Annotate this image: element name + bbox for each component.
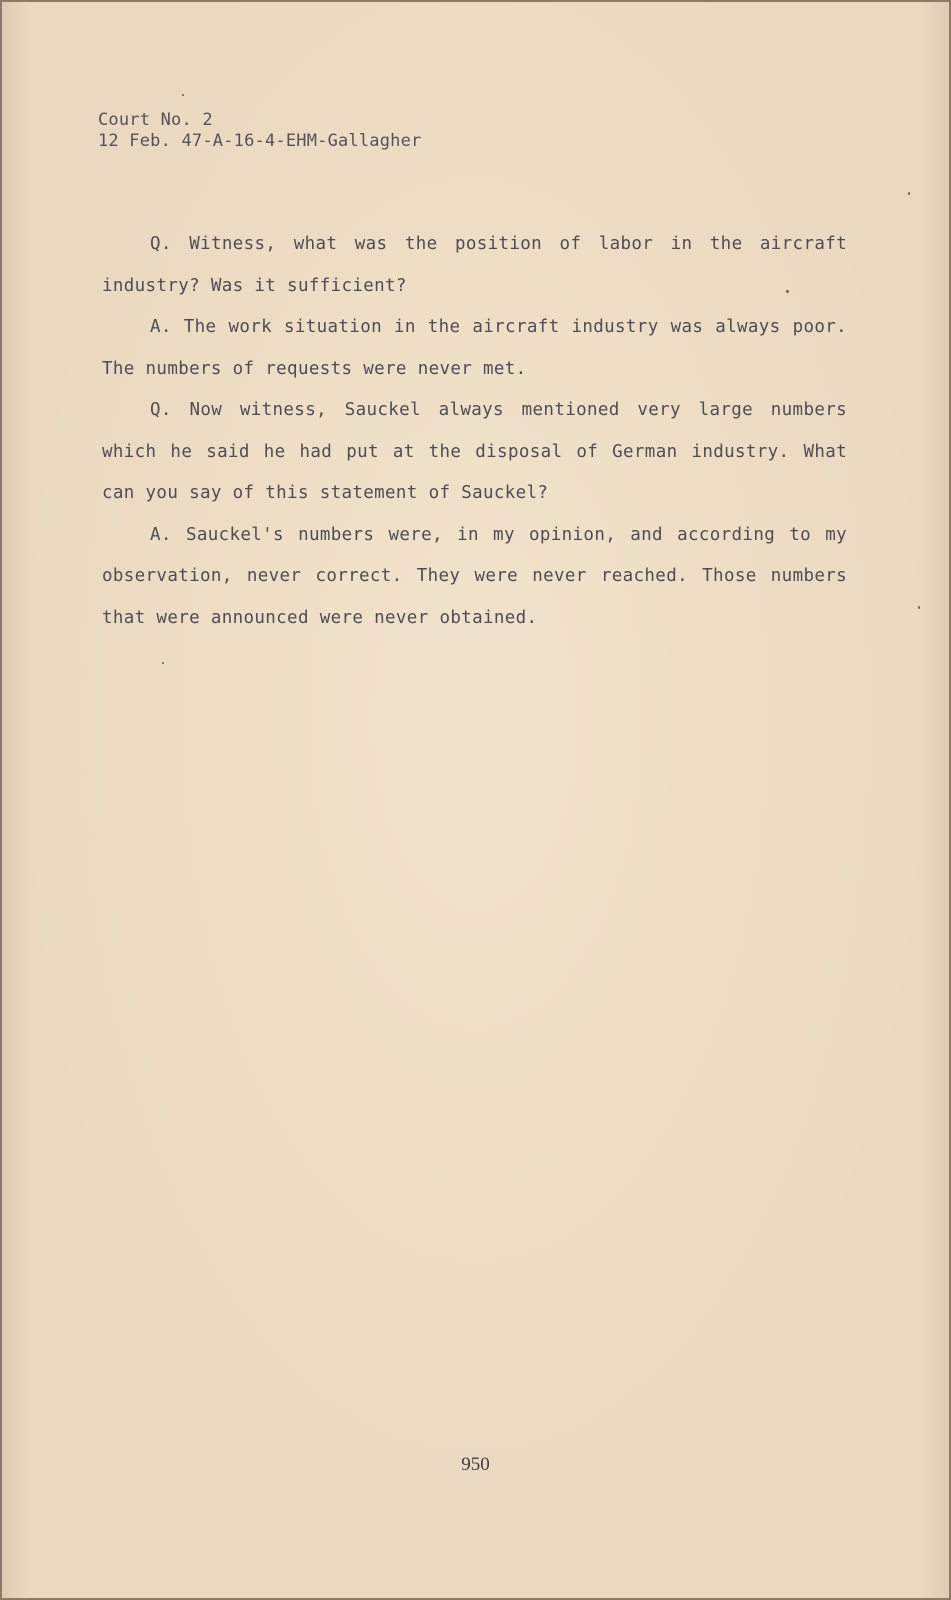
question-paragraph: Q. Now witness, Sauckel always mentioned very large numbers which he said he had put at the disposal of German industry. What can you say of this statement of Sauckel? (102, 400, 847, 503)
paper-speck (918, 606, 920, 609)
paper-speck (908, 192, 910, 195)
paper-speck (182, 94, 184, 96)
transcript-body (102, 224, 847, 639)
answer-paragraph: A. The work situation in the aircraft industry was always poor. The numbers of requests were never met. (102, 317, 847, 379)
paper-speck (162, 662, 164, 664)
answer-paragraph: A. Sauckel's numbers were, in my opinion, and according to my observation, never correct. They were never reached. Those numbers that were announced were never obtained. (102, 524, 847, 628)
question-paragraph: Q. Witness, what was the position of labor in the aircraft industry? Was it sufficient? (102, 234, 847, 296)
paper-speck (786, 290, 789, 293)
page-number: 950 (461, 1454, 490, 1475)
session-reference: 12 Feb. 47-A-16-4-EHM-Gallagher (98, 131, 422, 151)
document-header (98, 110, 421, 152)
court-number: Court No. 2 (98, 110, 213, 130)
